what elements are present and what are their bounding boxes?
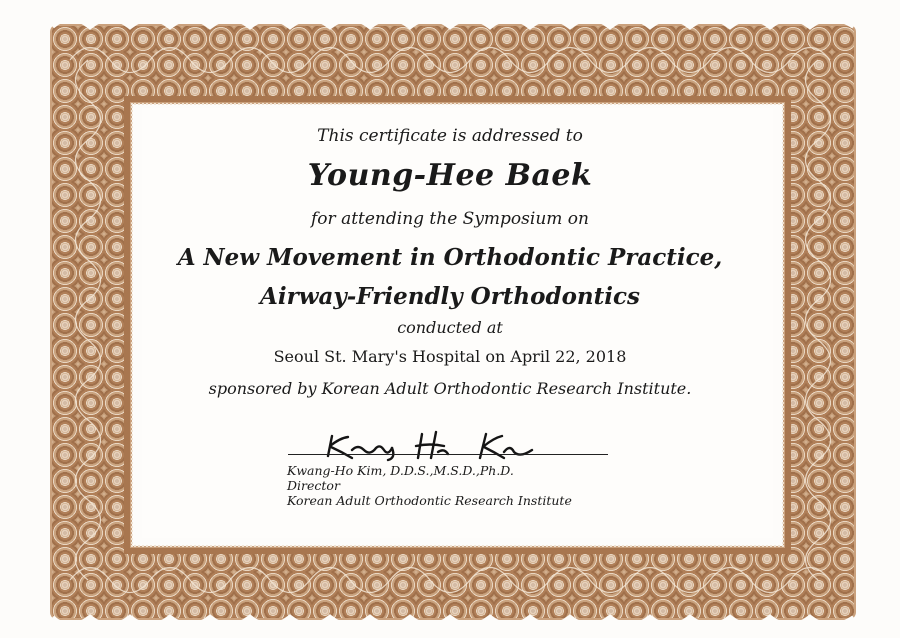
- symposium-title-line2: Airway-Friendly Orthodontics: [260, 283, 640, 310]
- symposium-title-line1: A New Movement in Orthodontic Practice,: [177, 244, 723, 271]
- recipient-name: Young-Hee Baek: [307, 158, 593, 193]
- sponsor-text: sponsored by Korean Adult Orthodontic Research Institute.: [208, 379, 692, 398]
- reason-text: for attending the Symposium on: [311, 209, 589, 229]
- signer-block: [287, 463, 572, 508]
- signature-line: [288, 454, 608, 455]
- signer-organization: Korean Adult Orthodontic Research Institute: [287, 493, 572, 508]
- conducted-text: conducted at: [397, 318, 503, 337]
- signer-name: Kwang-Ho Kim, D.D.S.,M.S.D.,Ph.D.: [287, 463, 514, 478]
- signer-role: Director: [287, 478, 340, 493]
- signature: [318, 428, 538, 462]
- venue-date-text: Seoul St. Mary's Hospital on April 22, 2018: [273, 347, 627, 366]
- intro-text: This certificate is addressed to: [317, 126, 583, 146]
